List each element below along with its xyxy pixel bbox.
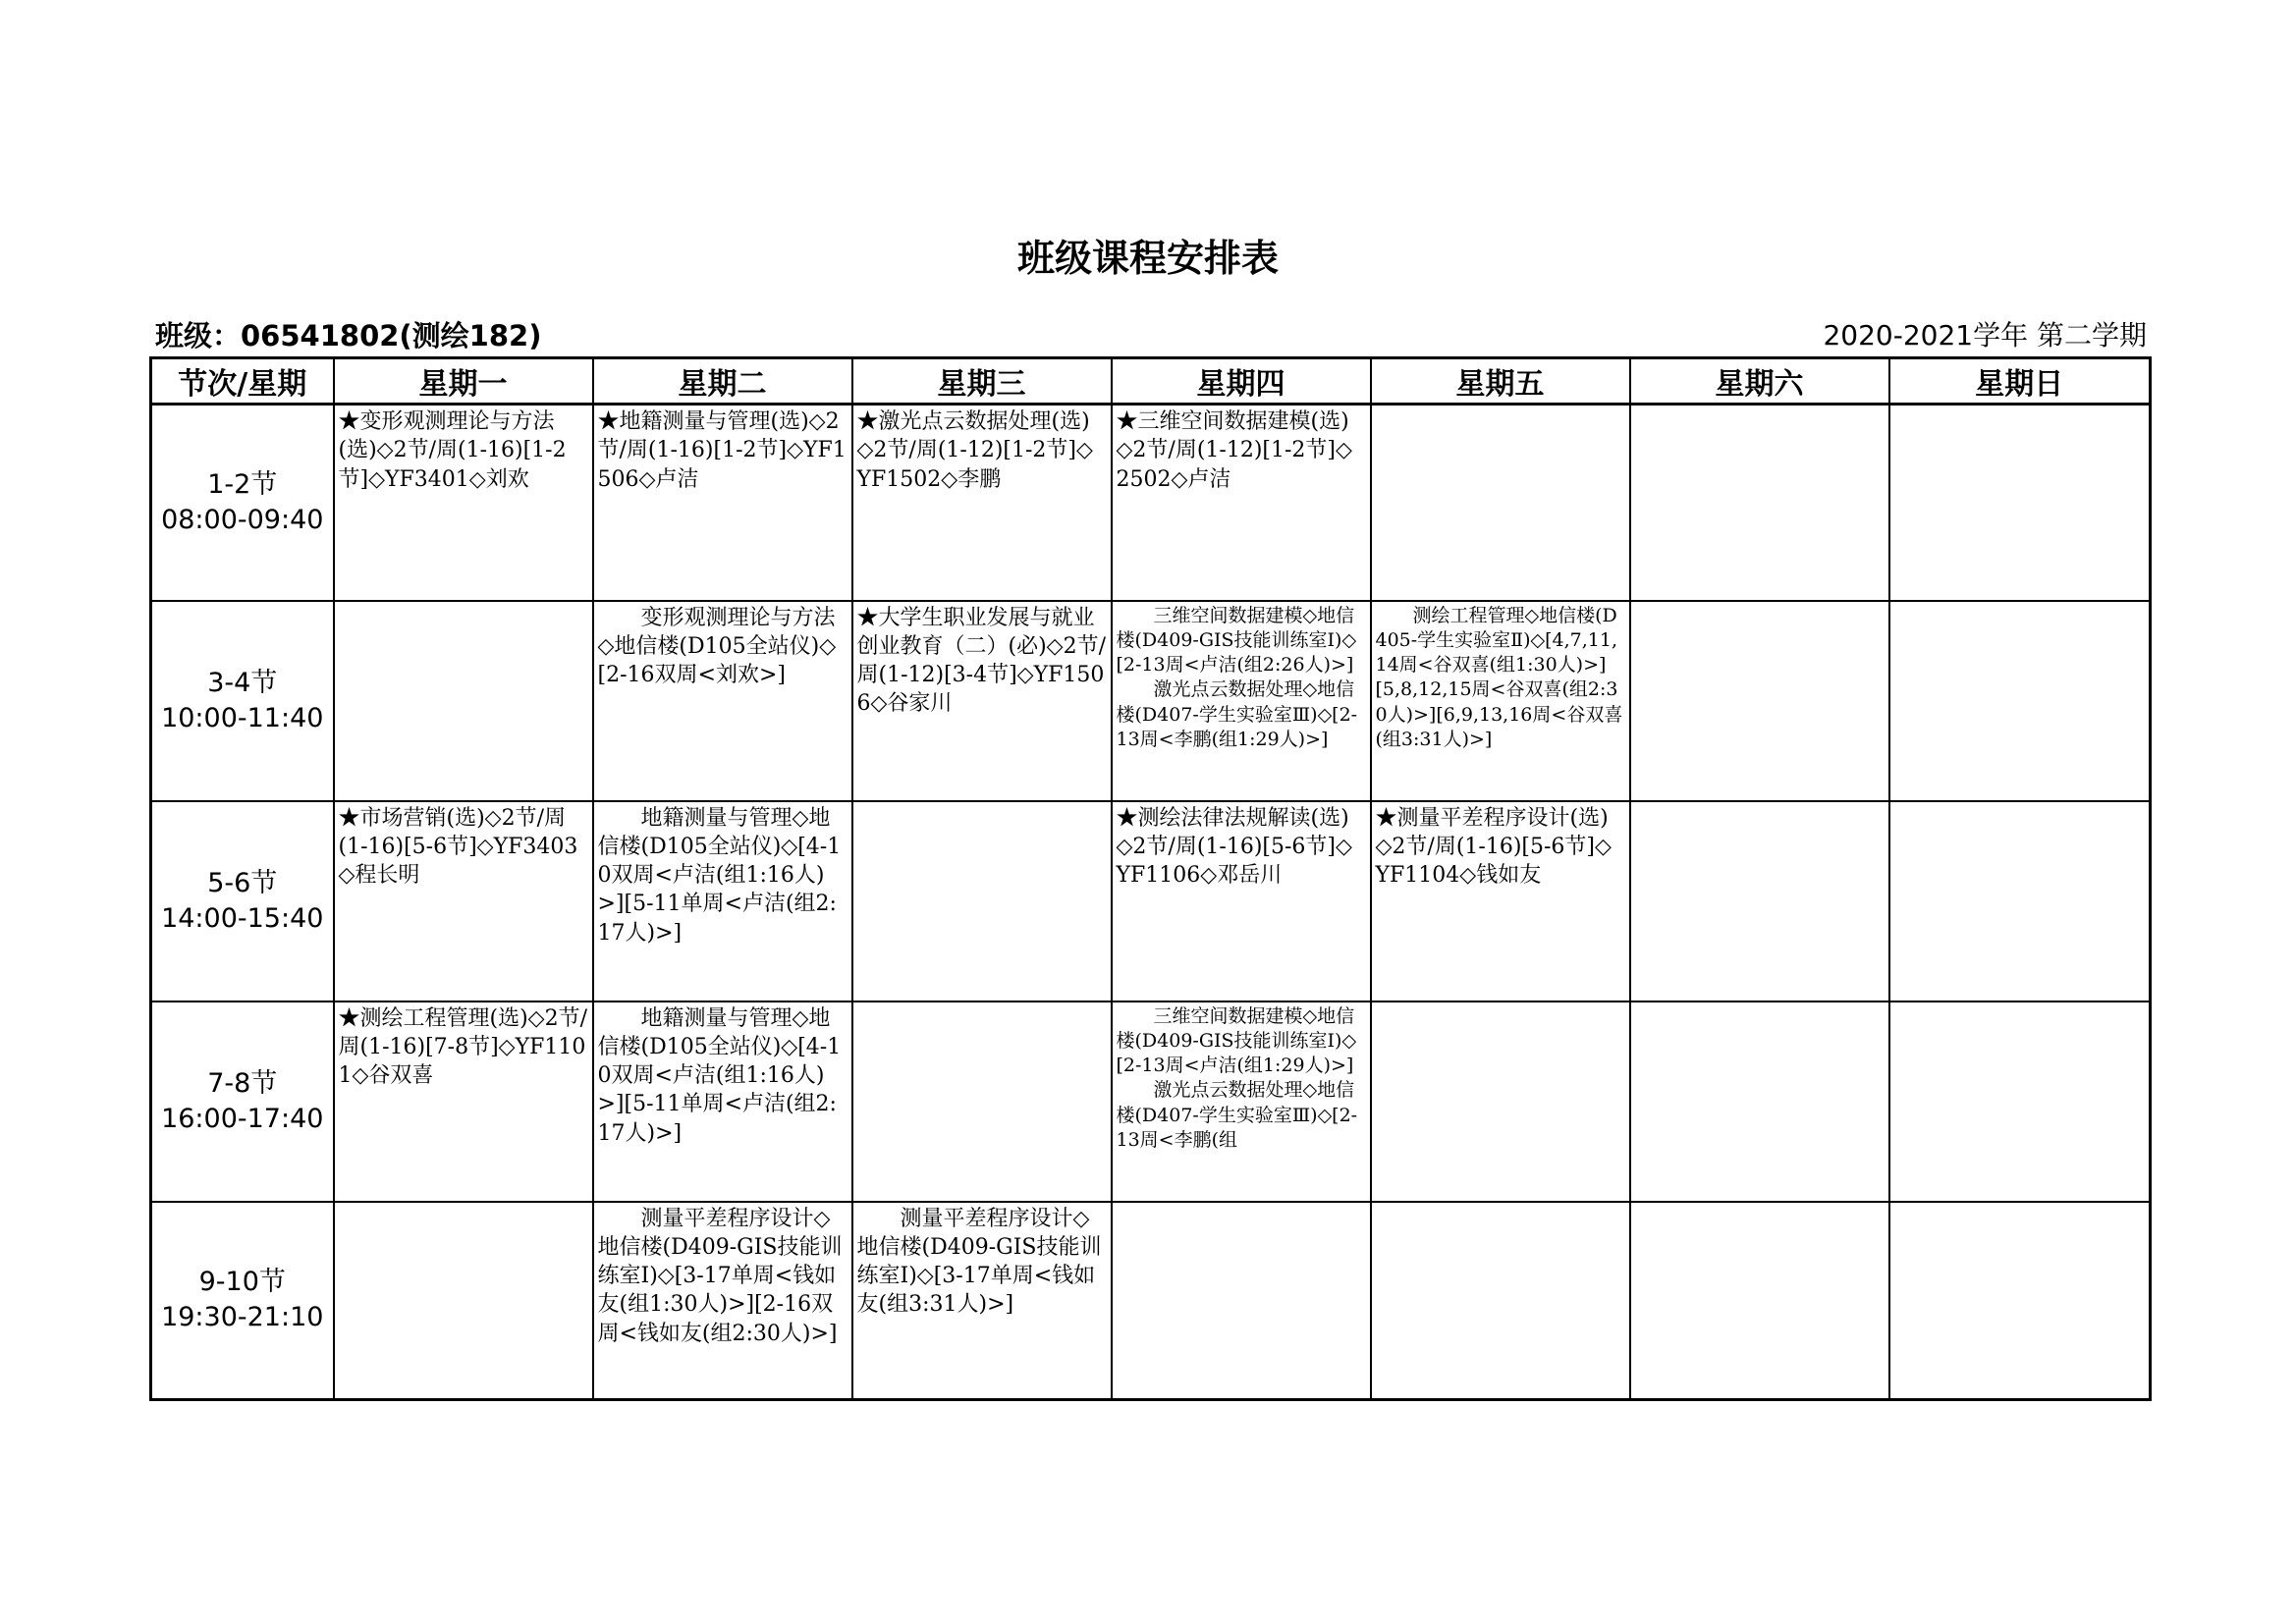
period-time: 08:00-09:40: [161, 504, 324, 535]
header-thursday: 星期四: [1112, 358, 1371, 405]
course-cell: [593, 1001, 852, 1202]
schedule-row: [151, 601, 2151, 801]
course-cell: [852, 601, 1112, 801]
course-cell: [1630, 405, 1889, 601]
header-wednesday: 星期三: [852, 358, 1112, 405]
header-monday: 星期一: [334, 358, 593, 405]
course-entry: ★激光点云数据处理(选)◇2节/周(1-12)[1-2节]◇YF1502◇李鹏: [856, 409, 1093, 492]
course-cell: [852, 801, 1112, 1001]
course-cell: [1112, 1001, 1371, 1202]
period-time: 10:00-11:40: [161, 702, 324, 733]
header-row: [151, 358, 2151, 405]
course-cell: [1630, 1202, 1889, 1400]
period-cell: [151, 405, 334, 601]
course-entry: ★测绘工程管理(选)◇2节/周(1-16)[7-8节]◇YF1101◇谷双喜: [338, 1005, 587, 1088]
course-entry: 三维空间数据建模◇地信楼(D409-GIS技能训练室Ⅰ)◇[2-13周<卢洁(组2:26人)>]: [1116, 604, 1357, 677]
term-label: 2020-2021学年 第二学期: [1823, 319, 2147, 352]
course-cell: [852, 1202, 1112, 1400]
period-cell: [151, 1001, 334, 1202]
course-cell: [334, 601, 593, 801]
course-cell: [852, 1001, 1112, 1202]
course-cell: [1889, 601, 2151, 801]
course-cell: [1371, 801, 1630, 1001]
schedule-body: [151, 405, 2151, 1400]
period-time: 19:30-21:10: [161, 1302, 324, 1333]
course-cell: [593, 405, 852, 601]
page-title: 班级课程安排表: [1016, 237, 1279, 280]
course-cell: [1371, 601, 1630, 801]
course-entry: ★测绘法律法规解读(选)◇2节/周(1-16)[5-6节]◇YF1106◇邓岳川: [1116, 805, 1352, 888]
period-label: 3-4节: [207, 667, 278, 698]
course-cell: [334, 1202, 593, 1400]
period-cell: [151, 601, 334, 801]
period-time: 14:00-15:40: [161, 902, 324, 934]
course-cell: [334, 405, 593, 601]
schedule-row: [151, 801, 2151, 1001]
schedule-row: [151, 1202, 2151, 1400]
course-cell: [593, 1202, 852, 1400]
course-entry: ★大学生职业发展与就业创业教育（二）(必)◇2节/周(1-12)[3-4节]◇YF1506◇谷家川: [856, 605, 1106, 717]
course-entry: 测绘工程管理◇地信楼(D405-学生实验室Ⅱ)◇[4,7,11,14周<谷双喜(组1:30人)>][5,8,12,15周<谷双喜(组2:30人)>][6,9,13,16周<谷双喜(组3:31人)>]: [1375, 604, 1623, 750]
header-sunday: 星期日: [1889, 358, 2151, 405]
course-entry: ★市场营销(选)◇2节/周(1-16)[5-6节]◇YF3403◇程长明: [338, 805, 578, 888]
header-friday: 星期五: [1371, 358, 1630, 405]
course-entry: 测量平差程序设计◇地信楼(D409-GIS技能训练室Ⅰ)◇[3-17单周<钱如友(组3:31人)>]: [856, 1206, 1102, 1318]
course-cell: [1889, 801, 2151, 1001]
schedule-row: [151, 405, 2151, 601]
course-entry: ★测量平差程序设计(选)◇2节/周(1-16)[5-6节]◇YF1104◇钱如友: [1375, 805, 1612, 888]
course-cell: [1630, 601, 1889, 801]
course-cell: [1889, 1001, 2151, 1202]
course-cell: [852, 405, 1112, 601]
header-saturday: 星期六: [1630, 358, 1889, 405]
period-label: 1-2节: [207, 468, 278, 500]
schedule-table: [149, 356, 2152, 1401]
period-label: 5-6节: [207, 867, 278, 898]
header-period: 节次/星期: [151, 358, 334, 405]
course-entry: ★三维空间数据建模(选)◇2节/周(1-12)[1-2节]◇2502◇卢洁: [1116, 409, 1352, 492]
course-entry: 地籍测量与管理◇地信楼(D105全站仪)◇[4-10双周<卢洁(组1:16人)>][5-11单周<卢洁(组2:17人)>]: [597, 1005, 842, 1146]
period-label: 9-10节: [198, 1267, 286, 1298]
course-entry: 变形观测理论与方法◇地信楼(D105全站仪)◇[2-16双周<刘欢>]: [597, 605, 837, 687]
course-entry: 测量平差程序设计◇地信楼(D409-GIS技能训练室Ⅰ)◇[3-17单周<钱如友(组1:30人)>][2-16双周<钱如友(组2:30人)>]: [597, 1206, 843, 1346]
course-entry: 激光点云数据处理◇地信楼(D407-学生实验室Ⅲ)◇[2-13周<李鹏(组: [1116, 1079, 1358, 1151]
course-entry: ★地籍测量与管理(选)◇2节/周(1-16)[1-2节]◇YF1506◇卢洁: [597, 409, 847, 492]
course-cell: [1112, 601, 1371, 801]
course-cell: [1371, 405, 1630, 601]
course-cell: [1889, 405, 2151, 601]
period-label: 7-8节: [207, 1067, 278, 1099]
course-cell: [1112, 1202, 1371, 1400]
period-cell: [151, 801, 334, 1001]
course-cell: [593, 801, 852, 1001]
period-time: 16:00-17:40: [161, 1103, 324, 1134]
header-tuesday: 星期二: [593, 358, 852, 405]
course-cell: [1112, 405, 1371, 601]
course-cell: [1371, 1001, 1630, 1202]
course-entry: ★变形观测理论与方法(选)◇2节/周(1-16)[1-2节]◇YF3401◇刘欢: [338, 409, 567, 492]
schedule-row: [151, 1001, 2151, 1202]
course-cell: [593, 601, 852, 801]
course-entry: 三维空间数据建模◇地信楼(D409-GIS技能训练室Ⅰ)◇[2-13周<卢洁(组1:29人)>]: [1116, 1004, 1357, 1077]
course-cell: [334, 1001, 593, 1202]
course-cell: [334, 801, 593, 1001]
course-cell: [1371, 1202, 1630, 1400]
class-label: 班级：06541802(测绘182): [155, 319, 542, 352]
course-entry: 地籍测量与管理◇地信楼(D105全站仪)◇[4-10双周<卢洁(组1:16人)>][5-11单周<卢洁(组2:17人)>]: [597, 805, 842, 946]
course-cell: [1112, 801, 1371, 1001]
course-cell: [1889, 1202, 2151, 1400]
course-cell: [1630, 801, 1889, 1001]
course-cell: [1630, 1001, 1889, 1202]
course-entry: 激光点云数据处理◇地信楼(D407-学生实验室Ⅲ)◇[2-13周<李鹏(组1:29人)>]: [1116, 678, 1358, 750]
period-cell: [151, 1202, 334, 1400]
